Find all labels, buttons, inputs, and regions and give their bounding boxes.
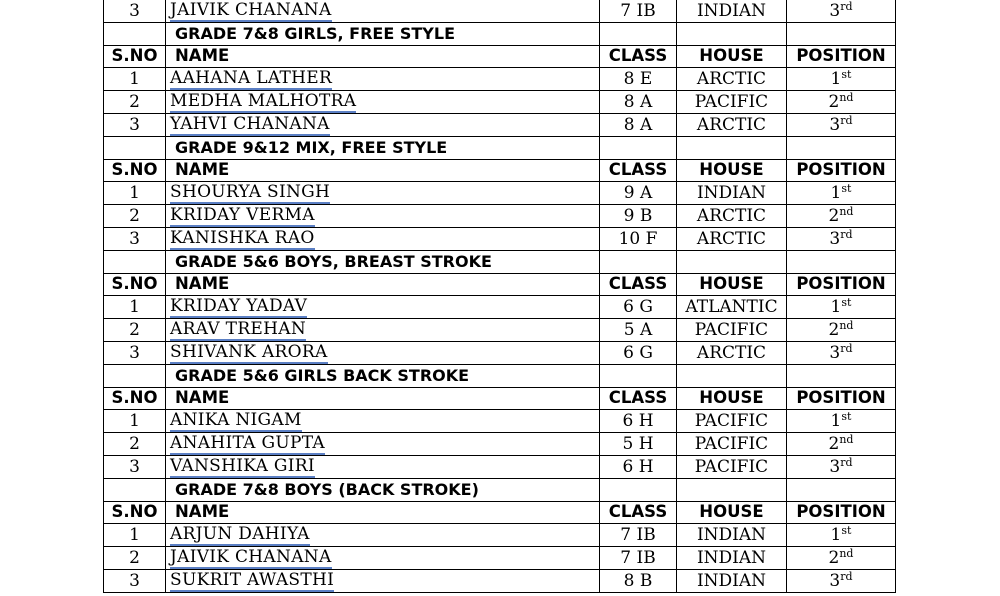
- event-title: GRADE 7&8 BOYS (BACK STROKE): [166, 479, 600, 502]
- student-name-text: KRIDAY VERMA: [170, 205, 315, 225]
- event-title-blank: [600, 23, 677, 46]
- event-title-blank: [600, 251, 677, 274]
- event-title-blank: [600, 479, 677, 502]
- column-header-row: [104, 387, 896, 410]
- header-class: CLASS: [600, 45, 677, 68]
- row-house: PACIFIC: [677, 319, 787, 342]
- row-position: [787, 205, 896, 228]
- row-position: [787, 91, 896, 114]
- row-house: ARCTIC: [677, 342, 787, 365]
- header-class: CLASS: [600, 501, 677, 524]
- position-number: 3: [829, 571, 841, 591]
- event-title-blank: [787, 23, 896, 46]
- table-row: [104, 433, 896, 456]
- position-suffix: rd: [840, 228, 853, 241]
- row-position: [787, 547, 896, 570]
- row-sno: 1: [104, 296, 166, 319]
- row-class: 9 B: [600, 205, 677, 228]
- row-class: 9 A: [600, 182, 677, 205]
- event-title-row: [104, 479, 896, 502]
- student-name-text: ARAV TREHAN: [170, 319, 307, 339]
- row-class: 6 G: [600, 296, 677, 319]
- event-title-blank: [104, 365, 166, 388]
- table-row: [104, 410, 896, 433]
- position-number: 2: [828, 320, 840, 340]
- student-name-text: KANISHKA RAO: [170, 228, 315, 248]
- row-class: 5 A: [600, 319, 677, 342]
- event-title-blank: [677, 137, 787, 160]
- table-row: [104, 0, 896, 23]
- position-number: 2: [828, 548, 840, 568]
- header-position: POSITION: [787, 273, 896, 296]
- row-house: PACIFIC: [677, 433, 787, 456]
- header-house: HOUSE: [677, 45, 787, 68]
- event-title-row: [104, 365, 896, 388]
- row-house: INDIAN: [677, 182, 787, 205]
- position-suffix: rd: [840, 0, 853, 13]
- row-class: 5 H: [600, 433, 677, 456]
- row-sno: 3: [104, 570, 166, 593]
- row-house: ARCTIC: [677, 205, 787, 228]
- row-sno: 1: [104, 68, 166, 91]
- row-class: 7 IB: [600, 524, 677, 547]
- student-name-text: ANIKA NIGAM: [170, 410, 302, 430]
- table-row: [104, 342, 896, 365]
- row-name: [166, 228, 600, 251]
- row-house: INDIAN: [677, 570, 787, 593]
- row-class: 7 IB: [600, 0, 677, 23]
- student-name-text: ARJUN DAHIYA: [170, 524, 310, 544]
- position-suffix: nd: [839, 91, 854, 104]
- row-class: 8 A: [600, 91, 677, 114]
- event-title: GRADE 5&6 GIRLS BACK STROKE: [166, 365, 600, 388]
- table-row: [104, 296, 896, 319]
- row-house: INDIAN: [677, 524, 787, 547]
- position-number: 1: [830, 183, 842, 203]
- row-sno: 1: [104, 410, 166, 433]
- header-position: POSITION: [787, 159, 896, 182]
- row-position: [787, 0, 896, 23]
- position-suffix: st: [841, 182, 852, 195]
- row-class: 6 H: [600, 410, 677, 433]
- event-title-blank: [677, 365, 787, 388]
- header-sno: S.NO: [104, 273, 166, 296]
- row-position: [787, 114, 896, 137]
- header-name: NAME: [166, 501, 600, 524]
- column-header-row: [104, 45, 896, 68]
- table-row: [104, 228, 896, 251]
- event-title-row: [104, 251, 896, 274]
- row-name: [166, 524, 600, 547]
- student-name-text: JAIVIK CHANANA: [170, 547, 332, 567]
- column-header-row: [104, 501, 896, 524]
- column-header-row: [104, 159, 896, 182]
- event-title: GRADE 9&12 MIX, FREE STYLE: [166, 137, 600, 160]
- row-name: [166, 410, 600, 433]
- event-title-blank: [787, 251, 896, 274]
- header-house: HOUSE: [677, 501, 787, 524]
- row-position: [787, 296, 896, 319]
- header-house: HOUSE: [677, 159, 787, 182]
- header-position: POSITION: [787, 387, 896, 410]
- row-position: [787, 342, 896, 365]
- header-house: HOUSE: [677, 387, 787, 410]
- row-house: PACIFIC: [677, 456, 787, 479]
- row-sno: 1: [104, 524, 166, 547]
- event-title-blank: [787, 137, 896, 160]
- row-name: [166, 182, 600, 205]
- student-name-text: AAHANA LATHER: [170, 68, 333, 88]
- header-position: POSITION: [787, 45, 896, 68]
- header-name: NAME: [166, 45, 600, 68]
- row-house: ATLANTIC: [677, 296, 787, 319]
- row-house: PACIFIC: [677, 410, 787, 433]
- row-sno: 2: [104, 91, 166, 114]
- row-house: PACIFIC: [677, 91, 787, 114]
- table-row: [104, 547, 896, 570]
- row-position: [787, 68, 896, 91]
- row-position: [787, 570, 896, 593]
- student-name-text: SHOURYA SINGH: [170, 182, 331, 202]
- header-sno: S.NO: [104, 501, 166, 524]
- position-number: 2: [828, 206, 840, 226]
- row-sno: 2: [104, 547, 166, 570]
- header-name: NAME: [166, 273, 600, 296]
- event-title: GRADE 7&8 GIRLS, FREE STYLE: [166, 23, 600, 46]
- event-title-blank: [677, 251, 787, 274]
- position-number: 2: [828, 434, 840, 454]
- student-name-text: SUKRIT AWASTHI: [170, 570, 335, 590]
- row-name: [166, 68, 600, 91]
- position-number: 1: [830, 411, 842, 431]
- position-suffix: rd: [840, 342, 853, 355]
- row-name: [166, 456, 600, 479]
- row-class: 7 IB: [600, 547, 677, 570]
- position-suffix: st: [841, 68, 852, 81]
- row-sno: 2: [104, 319, 166, 342]
- position-number: 2: [828, 92, 840, 112]
- position-suffix: nd: [839, 433, 854, 446]
- table-row: [104, 319, 896, 342]
- position-number: 1: [830, 69, 842, 89]
- header-sno: S.NO: [104, 45, 166, 68]
- student-name-text: VANSHIKA GIRI: [170, 456, 315, 476]
- event-title-blank: [600, 137, 677, 160]
- event-title-blank: [600, 365, 677, 388]
- row-position: [787, 319, 896, 342]
- table-row: [104, 456, 896, 479]
- row-house: INDIAN: [677, 547, 787, 570]
- row-position: [787, 456, 896, 479]
- row-sno: 2: [104, 205, 166, 228]
- row-name: [166, 342, 600, 365]
- header-class: CLASS: [600, 273, 677, 296]
- table-row: [104, 114, 896, 137]
- position-number: 3: [829, 343, 841, 363]
- position-suffix: st: [841, 296, 852, 309]
- header-position: POSITION: [787, 501, 896, 524]
- header-house: HOUSE: [677, 273, 787, 296]
- row-class: 8 E: [600, 68, 677, 91]
- position-suffix: st: [841, 410, 852, 423]
- row-class: 6 G: [600, 342, 677, 365]
- row-house: ARCTIC: [677, 228, 787, 251]
- event-title-blank: [104, 23, 166, 46]
- event-title-blank: [104, 137, 166, 160]
- table-row: [104, 91, 896, 114]
- row-sno: 1: [104, 182, 166, 205]
- results-table-body: [104, 0, 896, 593]
- event-title-blank: [677, 23, 787, 46]
- position-suffix: nd: [839, 319, 854, 332]
- position-number: 1: [830, 525, 842, 545]
- student-name-text: ANAHITA GUPTA: [170, 433, 325, 453]
- row-class: 10 F: [600, 228, 677, 251]
- table-row: [104, 68, 896, 91]
- row-position: [787, 410, 896, 433]
- event-title-blank: [104, 251, 166, 274]
- student-name-text: YAHVI CHANANA: [170, 114, 330, 134]
- header-class: CLASS: [600, 387, 677, 410]
- event-title-row: [104, 23, 896, 46]
- header-name: NAME: [166, 159, 600, 182]
- table-row: [104, 182, 896, 205]
- row-sno: 3: [104, 456, 166, 479]
- position-suffix: st: [841, 524, 852, 537]
- row-sno: 3: [104, 0, 166, 23]
- event-title-blank: [104, 479, 166, 502]
- student-name-text: SHIVANK ARORA: [170, 342, 328, 362]
- row-name: [166, 433, 600, 456]
- row-name: [166, 114, 600, 137]
- row-class: 6 H: [600, 456, 677, 479]
- position-number: 3: [829, 1, 841, 21]
- table-row: [104, 524, 896, 547]
- event-title: GRADE 5&6 BOYS, BREAST STROKE: [166, 251, 600, 274]
- row-name: [166, 91, 600, 114]
- event-title-blank: [787, 479, 896, 502]
- position-suffix: rd: [840, 114, 853, 127]
- event-title-blank: [787, 365, 896, 388]
- header-class: CLASS: [600, 159, 677, 182]
- student-name-text: KRIDAY YADAV: [170, 296, 308, 316]
- row-sno: 3: [104, 228, 166, 251]
- results-document: [103, 0, 897, 596]
- row-sno: 3: [104, 114, 166, 137]
- row-house: INDIAN: [677, 0, 787, 23]
- header-sno: S.NO: [104, 159, 166, 182]
- row-position: [787, 524, 896, 547]
- header-name: NAME: [166, 387, 600, 410]
- row-name: [166, 0, 600, 23]
- row-class: 8 A: [600, 114, 677, 137]
- position-number: 3: [829, 229, 841, 249]
- row-sno: 3: [104, 342, 166, 365]
- position-suffix: nd: [839, 205, 854, 218]
- position-suffix: rd: [840, 570, 853, 583]
- row-position: [787, 182, 896, 205]
- table-row: [104, 570, 896, 593]
- row-name: [166, 547, 600, 570]
- position-number: 3: [829, 457, 841, 477]
- student-name-text: JAIVIK CHANANA: [170, 0, 332, 20]
- row-name: [166, 319, 600, 342]
- position-number: 1: [830, 297, 842, 317]
- row-name: [166, 205, 600, 228]
- header-sno: S.NO: [104, 387, 166, 410]
- row-class: 8 B: [600, 570, 677, 593]
- row-position: [787, 228, 896, 251]
- row-house: ARCTIC: [677, 114, 787, 137]
- row-house: ARCTIC: [677, 68, 787, 91]
- position-suffix: nd: [839, 547, 854, 560]
- student-name-text: MEDHA MALHOTRA: [170, 91, 357, 111]
- table-row: [104, 205, 896, 228]
- row-name: [166, 570, 600, 593]
- column-header-row: [104, 273, 896, 296]
- row-name: [166, 296, 600, 319]
- row-sno: 2: [104, 433, 166, 456]
- results-table: [103, 0, 896, 593]
- position-suffix: rd: [840, 456, 853, 469]
- position-number: 3: [829, 115, 841, 135]
- event-title-row: [104, 137, 896, 160]
- event-title-blank: [677, 479, 787, 502]
- row-position: [787, 433, 896, 456]
